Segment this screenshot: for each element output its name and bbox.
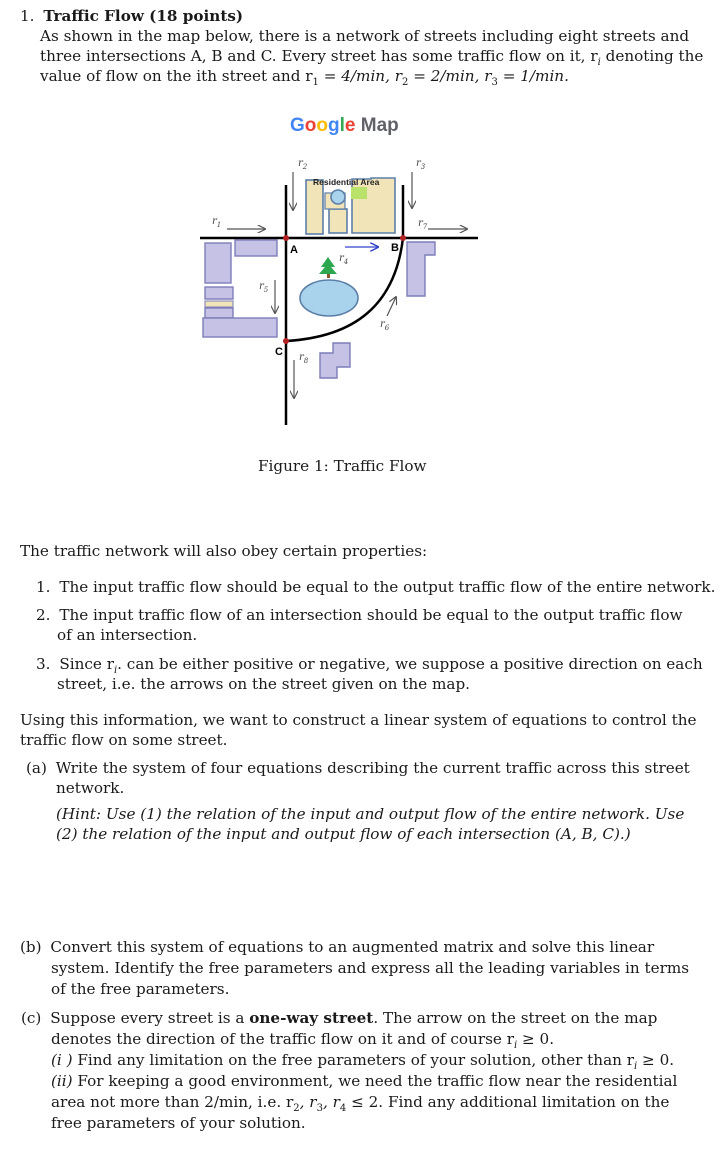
goal-line-1: Using this information, we want to construct a linear system of equations to control the [20, 711, 697, 729]
goal-line-2: traffic flow on some street. [20, 731, 228, 749]
part-a-cont: network. [56, 779, 125, 797]
intro-line-1: As shown in the map below, there is a network of streets including eight streets and [40, 27, 690, 45]
map-title-letter-g2: g [328, 115, 340, 136]
label-a: A [290, 244, 298, 256]
house-small [329, 209, 347, 233]
part-c-line-2: denotes the direction of the traffic flow on it and of course $r_i \ge 0$. [51, 1030, 555, 1052]
part-a-hint-2: (2) the relation of the input and output flow of each intersection (A, B, C).) [56, 825, 631, 843]
part-c: (c) Suppose every street is a one-way street. The arrow on the street on the map [21, 1009, 658, 1027]
map-title-letter-l: l [339, 115, 345, 136]
properties-lead: The traffic network will also obey certain properties: [20, 542, 428, 560]
green-patch [351, 187, 367, 199]
node-b [400, 235, 406, 241]
problem-heading [20, 6, 243, 26]
label-b: B [391, 242, 399, 254]
label-r5: $r_5$ [259, 281, 269, 294]
label-r1: $r_1$ [212, 216, 222, 229]
intro-line-2: three intersections A, B and C. Every street has some traffic flow on it, $r_i$ denoting the [40, 47, 704, 69]
property-3-cont: street, i.e. the arrows on the street given on the map. [57, 675, 470, 693]
building-left-stack3 [205, 308, 233, 318]
building-left-long [203, 318, 277, 337]
building-left-top [235, 240, 277, 256]
house-left [306, 180, 323, 234]
label-r8: $r_8$ [299, 352, 309, 365]
map-title-letter-e: e [344, 115, 356, 136]
part-b: (b) Convert this system of equations to an augmented matrix and solve this linear [20, 938, 655, 956]
round-building [331, 190, 345, 204]
building-bottom [320, 343, 350, 378]
node-c [283, 338, 289, 344]
part-c-i: (i ) Find any limitation on the free parameters of your solution, other than $r_i \ge 0$. [51, 1051, 675, 1073]
label-r4: $r_4$ [339, 253, 349, 266]
building-left-stack1 [205, 287, 233, 299]
part-b-cont-1: system. Identify the free parameters and express all the leading variables in terms [51, 959, 690, 977]
building-left-stack2 [205, 301, 233, 307]
part-c-ii-line-2: area not more than 2/min, i.e. $r_2$, $r_3$, $r_4 \le 2$. Find any additional limitation on the [51, 1093, 670, 1115]
building-left-tall [205, 243, 231, 283]
traffic-map [195, 105, 495, 435]
residential-label: Residential Area [313, 177, 380, 187]
part-c-ii-line-3: free parameters of your solution. [51, 1114, 306, 1132]
problem-title: Traffic Flow (18 points) [43, 7, 244, 25]
map-title [290, 115, 399, 136]
part-a: (a) Write the system of four equations describing the current traffic across this street [26, 759, 690, 777]
figure-caption: Figure 1: Traffic Flow [258, 457, 427, 475]
problem-number: 1. [20, 7, 35, 25]
building-right [407, 242, 435, 296]
lake [300, 280, 358, 316]
part-a-hint-1: (Hint: Use (1) the relation of the input and output flow of the entire network. Use [56, 805, 685, 823]
property-2-cont: of an intersection. [57, 626, 198, 644]
label-r2: $r_2$ [298, 158, 308, 171]
map-title-letter-o1: o [304, 115, 317, 136]
map-title-suffix: Map [355, 115, 399, 136]
part-b-cont-2: of the free parameters. [51, 980, 230, 998]
traffic-map-figure [195, 105, 495, 435]
label-r7: $r_7$ [418, 218, 428, 231]
label-c: C [275, 346, 283, 358]
tree-icon [319, 257, 337, 274]
node-a [283, 235, 289, 241]
label-r3: $r_3$ [416, 158, 426, 171]
intro-line-3: value of flow on the ith street and $r_1 = 4/\min$, $r_2 = 2/\min$, $r_3 = 1/\min$. [40, 67, 569, 89]
map-title-letter-o2: o [316, 115, 328, 136]
label-r6: $r_6$ [380, 319, 390, 332]
map-title-letter-g: G [290, 115, 305, 136]
property-3: 3. Since $r_i$. can be either positive or negative, we suppose a positive direction on each [36, 655, 703, 677]
part-c-ii: (ii) For keeping a good environment, we need the traffic flow near the residential [51, 1072, 678, 1090]
property-1: 1. The input traffic flow should be equal to the output traffic flow of the entire network. [36, 578, 716, 596]
property-2: 2. The input traffic flow of an intersection should be equal to the output traffic flow [36, 606, 683, 624]
arrow-r6 [387, 297, 396, 316]
